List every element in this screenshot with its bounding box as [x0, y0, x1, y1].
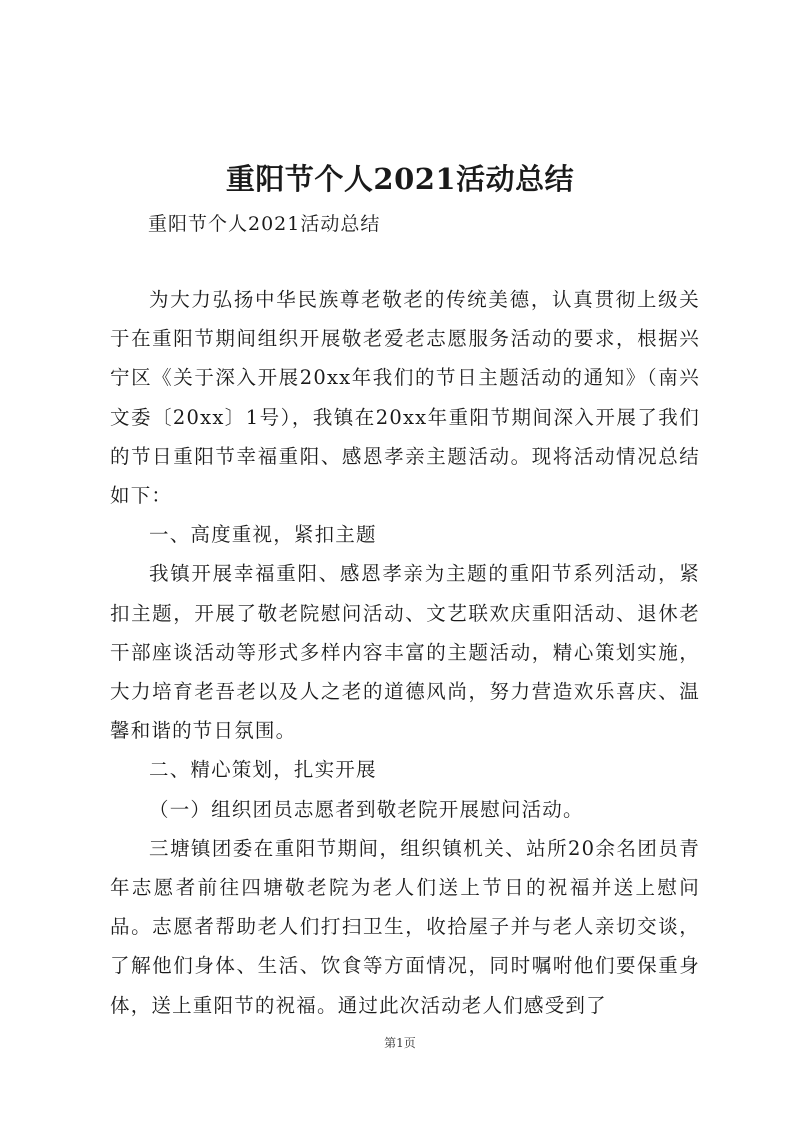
page-number: 第1页	[384, 1036, 416, 1050]
subsection-heading-1: （一）组织团员志愿者到敬老院开展慰问活动。	[149, 797, 584, 821]
section-heading-2: 二、精心策划，扎实开展	[149, 758, 377, 782]
document-title: 重阳节个人2021活动总结	[225, 162, 575, 196]
paragraph-subsection-1: 三塘镇团委在重阳节期间，组织镇机关、站所20余名团员青年志愿者前往四塘敬老院为老人们送上节日的祝福并送上慰问品。志愿者帮助老人们打扫卫生，收拾屋子并与老人亲切交谈，了解他们身体、生活、饮食等方面情况，同时嘱咐他们要保重身体，送上重阳节的祝福。通过此次活动老人们感受到了	[110, 836, 700, 1017]
document-body	[110, 280, 700, 1025]
paragraph-intro: 为大力弘扬中华民族尊老敬老的传统美德，认真贯彻上级关于在重阳节期间组织开展敬老爱老志愿服务活动的要求，根据兴宁区《关于深入开展20xx年我们的节日主题活动的通知》（南兴文委〔20xx〕1号），我镇在20xx年重阳节期间深入开展了我们的节日重阳节幸福重阳、感恩孝亲主题活动。现将活动情况总结如下：	[110, 288, 700, 508]
paragraph-section-1: 我镇开展幸福重阳、感恩孝亲为主题的重阳节系列活动，紧扣主题，开展了敬老院慰问活动、文艺联欢庆重阳活动、退休老干部座谈活动等形式多样内容丰富的主题活动，精心策划实施，大力培育老吾老以及人之老的道德风尚，努力营造欢乐喜庆、温馨和谐的节日氛围。	[110, 562, 700, 743]
document-subtitle: 重阳节个人2021活动总结	[148, 213, 381, 235]
section-heading-1: 一、高度重视，紧扣主题	[149, 523, 377, 547]
